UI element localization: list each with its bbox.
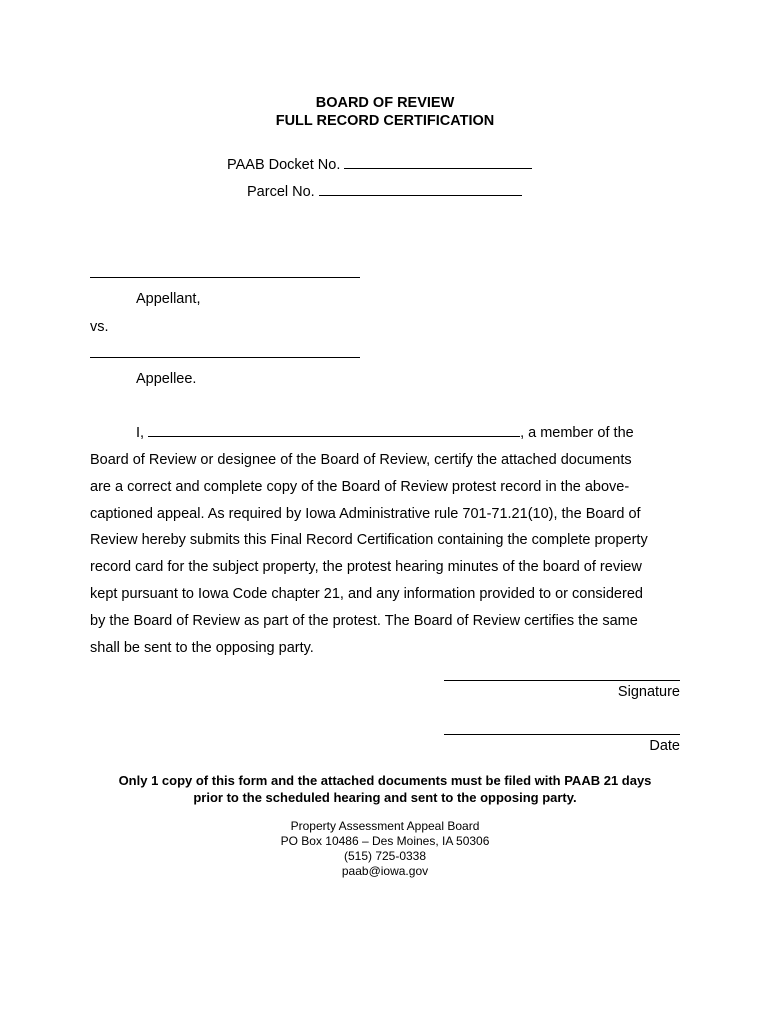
contact-phone: (515) 725-0338 (343, 849, 427, 863)
versus-label: vs. (90, 319, 109, 335)
contact-email: paab@iowa.gov (341, 864, 429, 878)
certification-text-line: record card for the subject property, the protest hearing minutes of the board of review (90, 559, 642, 575)
certification-text-line: shall be sent to the opposing party. (90, 640, 314, 656)
signature-label: Signature (617, 684, 680, 700)
appellee-label: Appellee. (136, 371, 197, 387)
date-input[interactable] (444, 734, 680, 735)
certification-first-line (136, 424, 634, 442)
certification-text-line: kept pursuant to Iowa Code chapter 21, and any information provided to or considered (90, 586, 643, 602)
certification-text-line: Board of Review or designee of the Board of Review, certify the attached documents (90, 452, 632, 468)
docket-label: PAAB Docket No. (227, 157, 341, 173)
form-title-line1: BOARD OF REVIEW (315, 95, 455, 111)
member-name-input[interactable] (148, 424, 520, 437)
appellee-name-input[interactable] (90, 357, 360, 358)
certification-text-line: Review hereby submits this Final Record Certification containing the complete property (90, 532, 648, 548)
appellant-label: Appellant, (136, 291, 201, 307)
parcel-number-input[interactable] (319, 183, 522, 196)
filing-notice-line2: prior to the scheduled hearing and sent to the opposing party. (193, 790, 577, 805)
docket-number-input[interactable] (344, 156, 532, 169)
certification-text-line: captioned appeal. As required by Iowa Administrative rule 701-71.21(10), the Board of (90, 506, 641, 522)
parcel-label: Parcel No. (247, 184, 315, 200)
filing-notice-line1: Only 1 copy of this form and the attached documents must be filed with PAAB 21 days (118, 773, 652, 788)
form-title-line2: FULL RECORD CERTIFICATION (275, 113, 495, 129)
date-label: Date (649, 738, 680, 754)
docket-field (227, 156, 532, 174)
contact-address: PO Box 10486 – Des Moines, IA 50306 (280, 834, 490, 848)
certification-prefix: I, (136, 425, 145, 441)
certification-suffix: , a member of the (520, 425, 634, 441)
certification-text-line: by the Board of Review as part of the protest. The Board of Review certifies the same (90, 613, 638, 629)
parcel-field (247, 183, 522, 201)
appellant-name-input[interactable] (90, 277, 360, 278)
signature-input[interactable] (444, 680, 680, 681)
contact-organization: Property Assessment Appeal Board (290, 819, 480, 833)
certification-text-line: are a correct and complete copy of the Board of Review protest record in the above- (90, 479, 630, 495)
